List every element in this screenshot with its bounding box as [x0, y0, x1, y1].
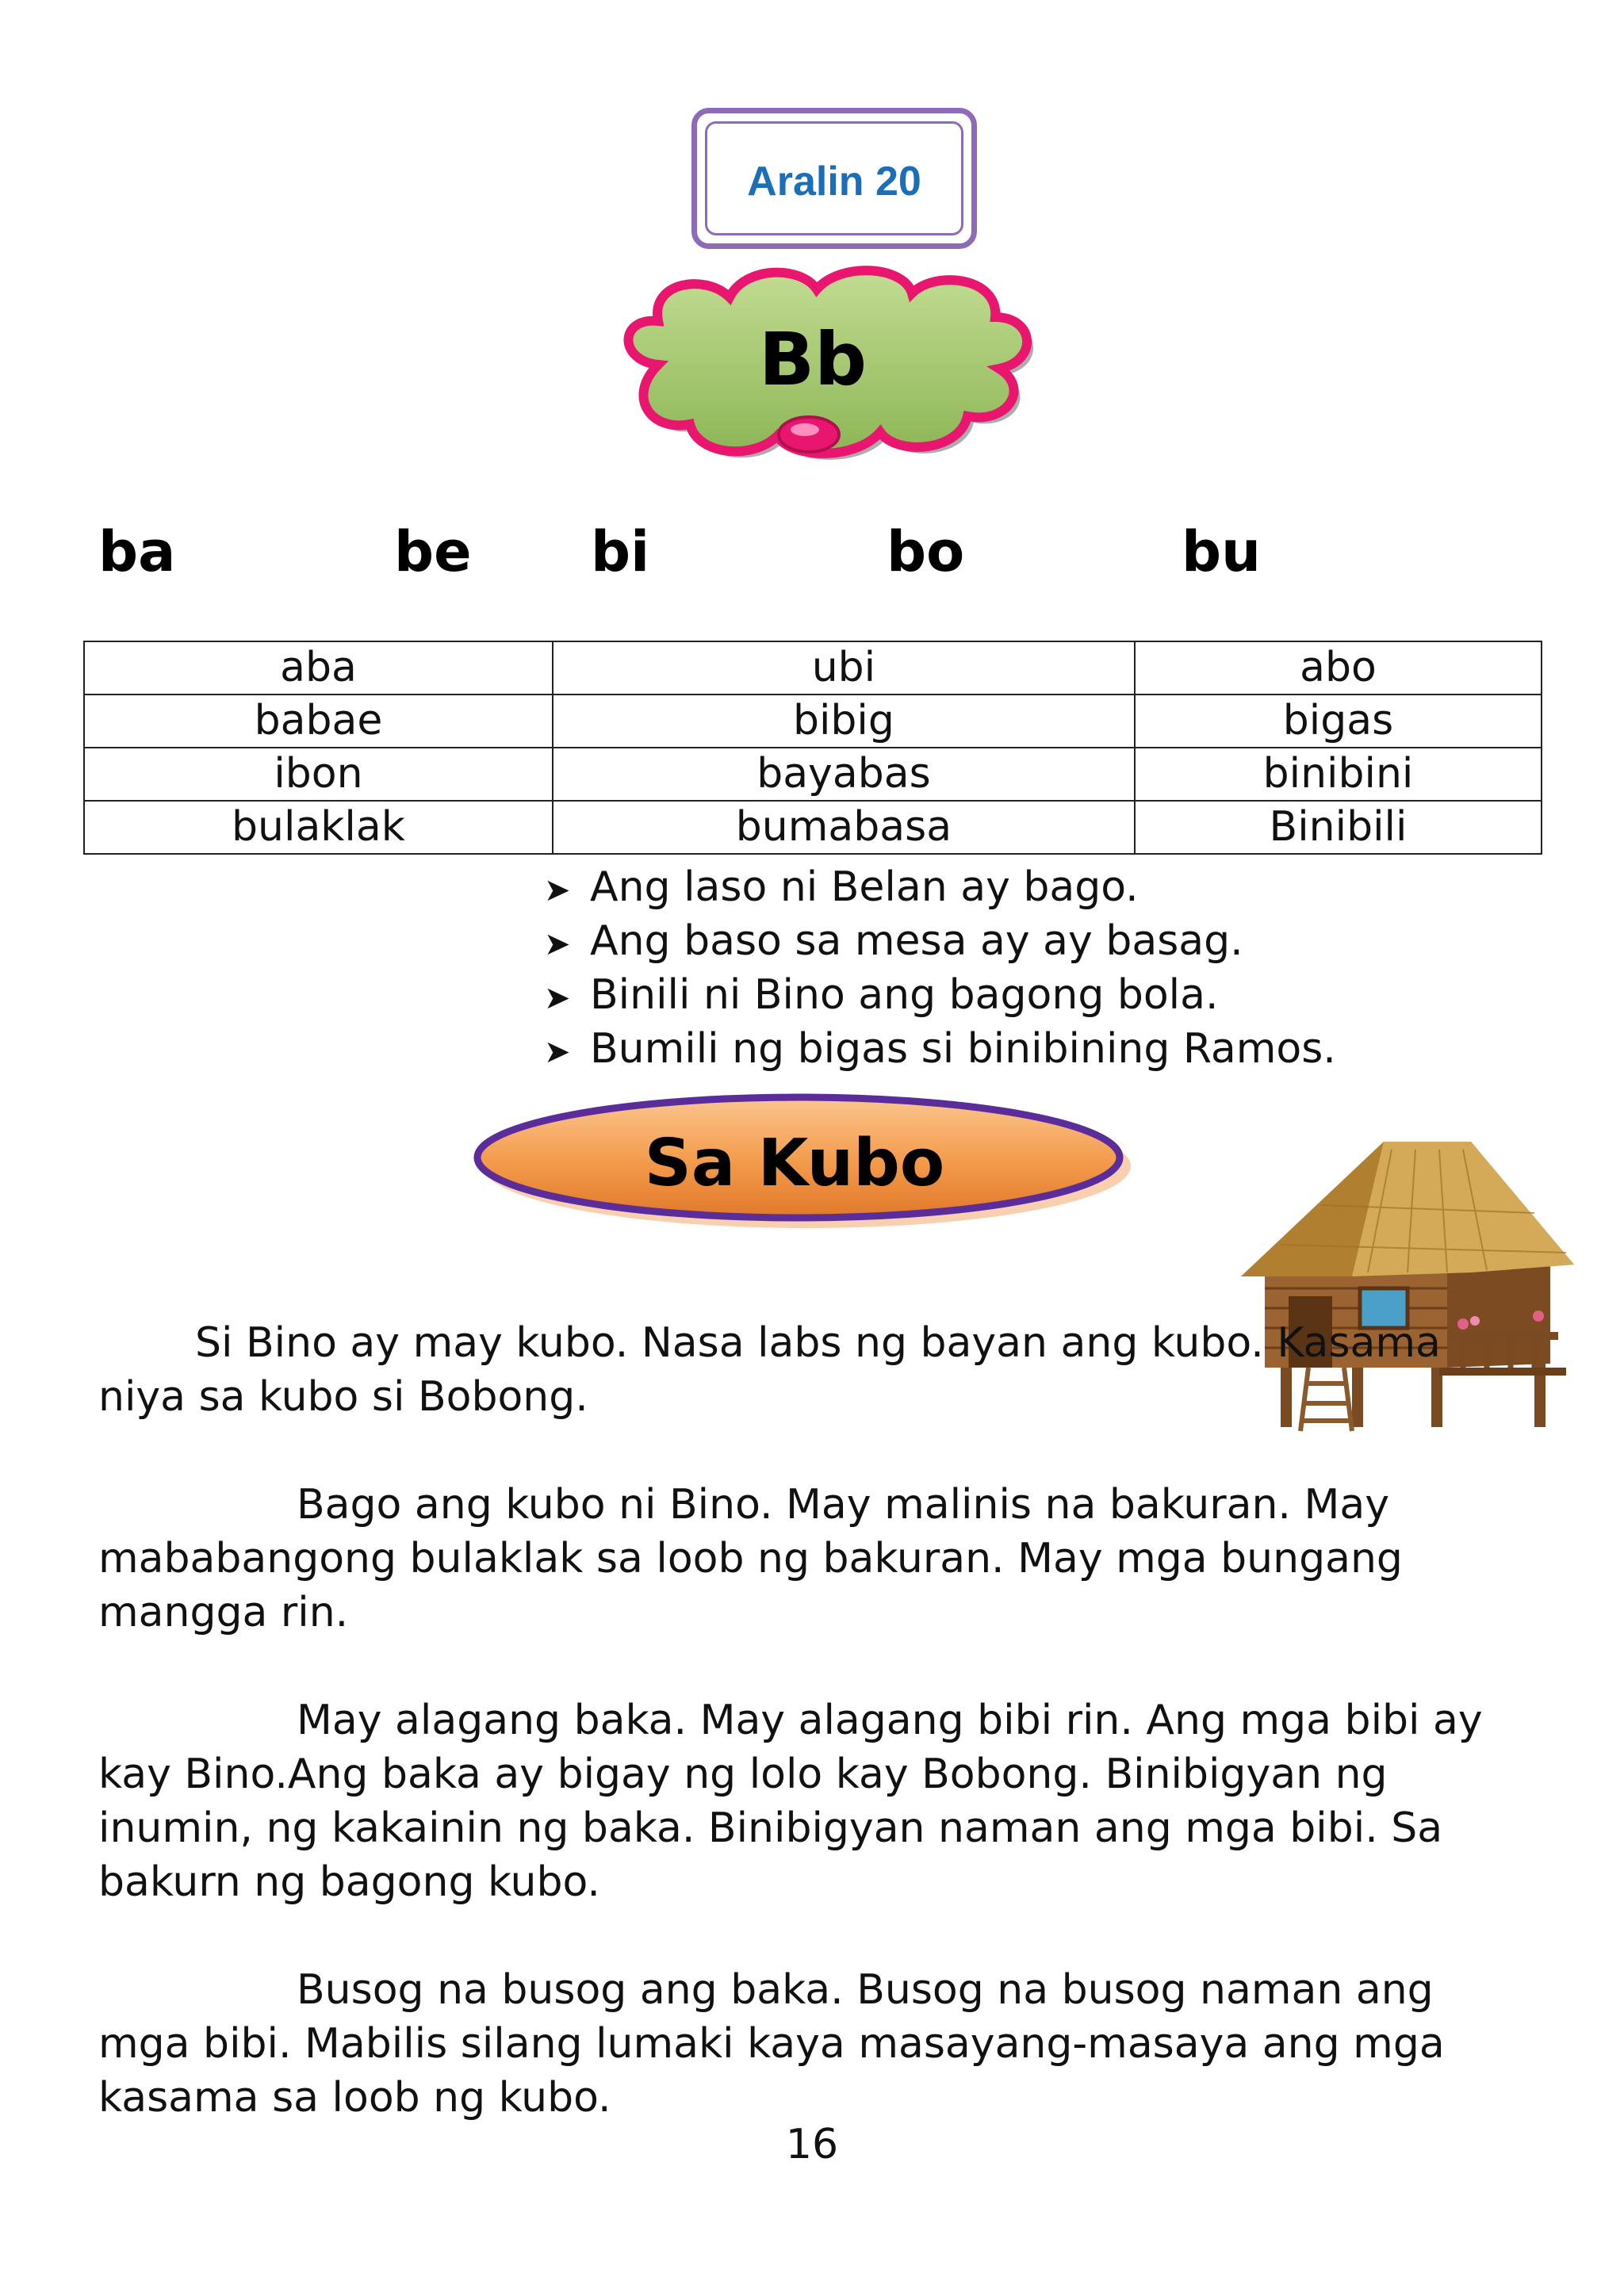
syllable-bu: bu [1182, 519, 1261, 584]
list-item [544, 914, 1336, 968]
list-item [544, 860, 1336, 914]
table-row [84, 695, 1542, 748]
table-cell: bulaklak [84, 801, 553, 854]
arrowhead-bullet-icon: ➤ [544, 926, 571, 962]
sentence-text: Bumili ng bigas si binibining Ramos. [590, 1025, 1336, 1073]
table-cell: aba [84, 641, 553, 695]
table-row [84, 748, 1542, 801]
table-cell: abo [1135, 641, 1542, 695]
table-row [84, 641, 1542, 695]
syllable-be: be [394, 519, 472, 584]
arrowhead-bullet-icon: ➤ [544, 872, 571, 909]
table-cell: bayabas [553, 748, 1135, 801]
letter-heading: Bb [759, 317, 867, 402]
table-cell: ibon [84, 748, 553, 801]
arrowhead-bullet-icon: ➤ [544, 980, 571, 1016]
story-paragraph: Si Bino ay may kubo. Nasa labs ng bayan ang kubo. Kasama niya sa kubo si Bobong. [98, 1319, 1441, 1421]
page-number: 16 [785, 2121, 839, 2168]
story-title: Sa Kubo [644, 1126, 945, 1201]
table-cell: Binibili [1135, 801, 1542, 854]
story-body [98, 1316, 1510, 2179]
story-paragraph: May alagang baka. May alagang bibi rin. Ang mga bibi ay kay Bino.Ang baka ay bigay ng lolo kay Bobong. Binibigyan ng inumin, ng kakainin ng baka. Binibigyan naman ang mga bibi. Sa bakurn ng bagong kubo. [98, 1697, 1483, 1906]
table-cell: bigas [1135, 695, 1542, 748]
syllable-row [0, 519, 1624, 599]
lesson-label-box [691, 108, 977, 249]
sentence-list [544, 860, 1336, 1076]
table-cell: bibig [553, 695, 1135, 748]
list-item [544, 968, 1336, 1022]
table-row [84, 801, 1542, 854]
syllable-ba: ba [98, 519, 176, 584]
story-paragraph: Busog na busog ang baka. Busog na busog naman ang mga bibi. Mabilis silang lumaki kaya masayang-masaya ang mga kasama sa loob ng kubo. [98, 1966, 1445, 2122]
list-item [544, 1022, 1336, 1076]
table-cell: ubi [553, 641, 1135, 695]
syllable-bi: bi [591, 519, 650, 584]
sentence-text: Ang baso sa mesa ay ay basag. [590, 917, 1243, 965]
arrowhead-bullet-icon: ➤ [544, 1034, 571, 1070]
sentence-text: Ang laso ni Belan ay bago. [590, 863, 1139, 911]
syllable-bo: bo [887, 519, 965, 584]
table-cell: bumabasa [553, 801, 1135, 854]
table-cell: binibini [1135, 748, 1542, 801]
sentence-text: Binili ni Bino ang bagong bola. [590, 971, 1219, 1019]
lesson-title: Aralin 20 [747, 159, 921, 205]
word-table [83, 641, 1542, 855]
table-cell: babae [84, 695, 553, 748]
story-paragraph: Bago ang kubo ni Bino. May malinis na bakuran. May mababangong bulaklak sa loob ng bakuran. May mga bungang mangga rin. [98, 1481, 1403, 1636]
